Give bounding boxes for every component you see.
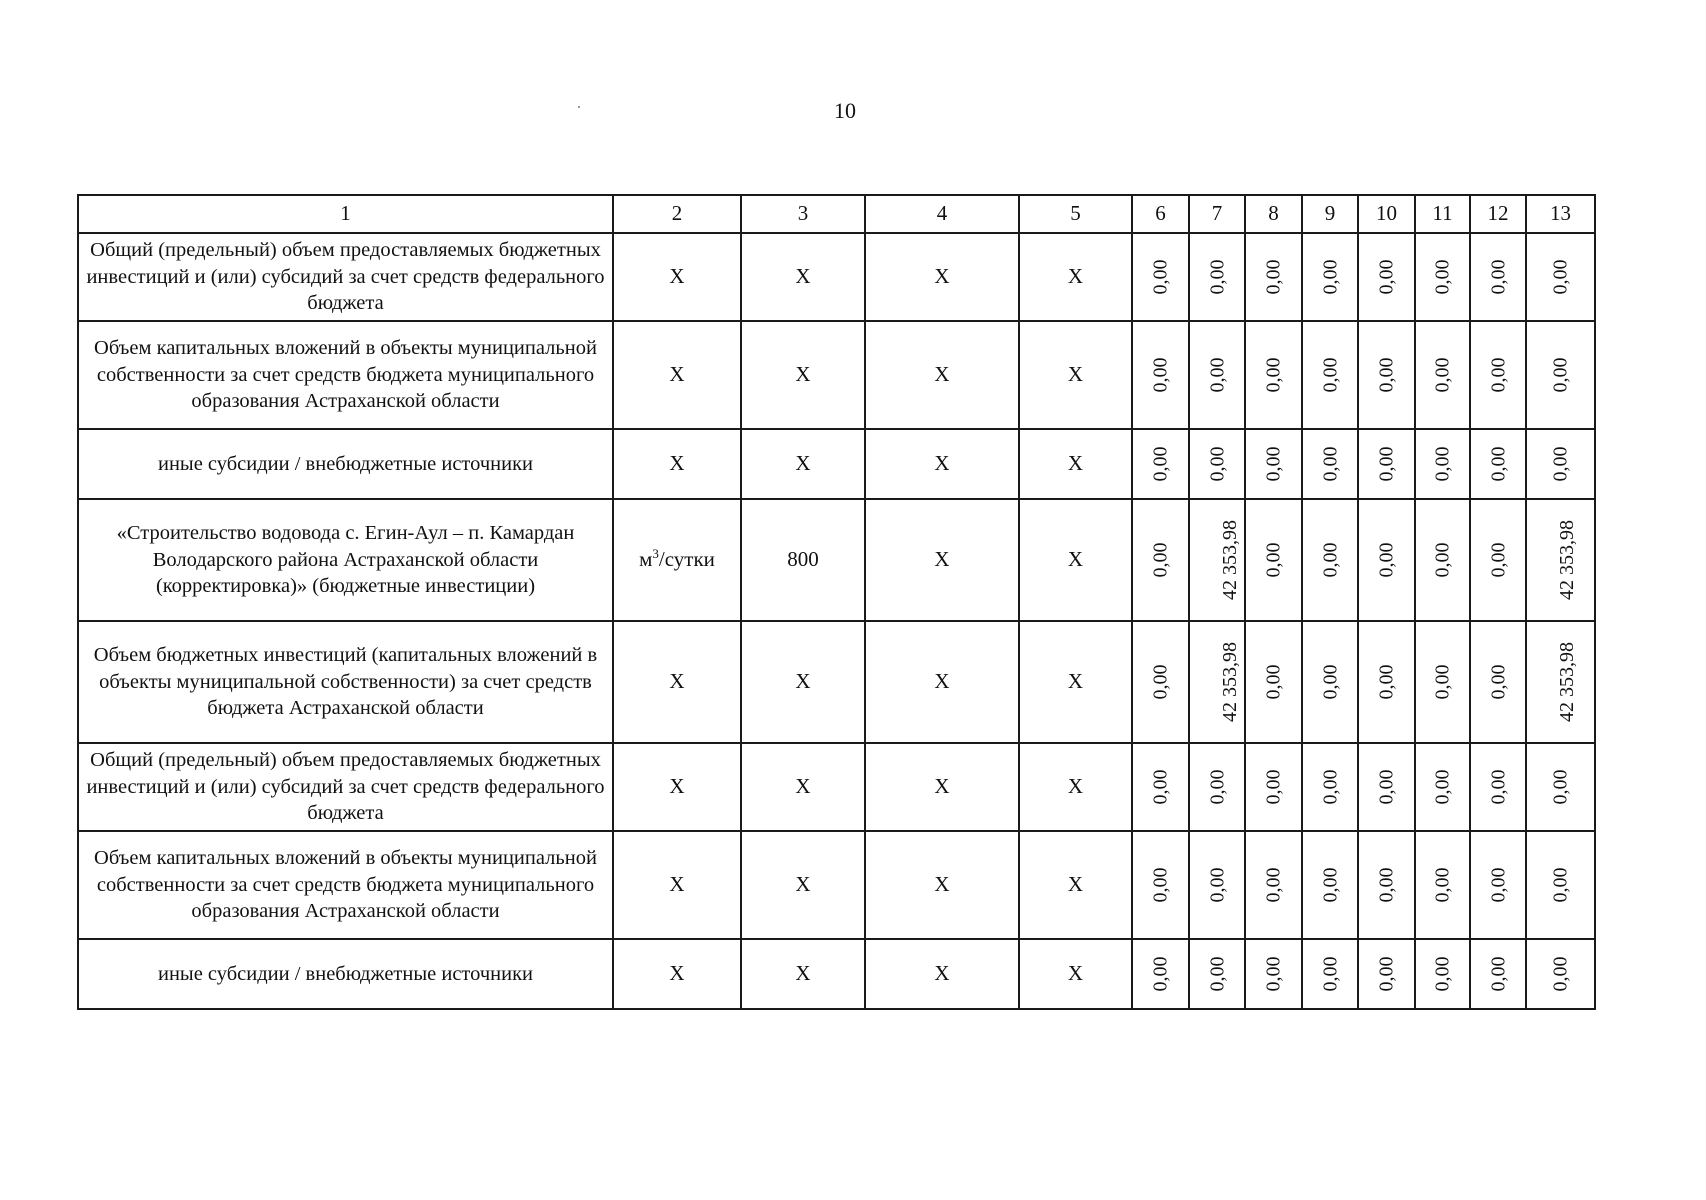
table-row xyxy=(78,831,1595,939)
cell-capacity: X xyxy=(741,621,865,743)
cell-col5: X xyxy=(1019,429,1132,499)
value-cell: 0,00 xyxy=(1245,621,1302,743)
value-cell: 42 353,98 xyxy=(1526,621,1595,743)
cell-col5: X xyxy=(1019,499,1132,621)
column-header: 12 xyxy=(1470,195,1526,233)
value-cell: 0,00 xyxy=(1302,499,1358,621)
table-row xyxy=(78,939,1595,1009)
value-cell: 0,00 xyxy=(1132,499,1189,621)
value-cell: 0,00 xyxy=(1245,429,1302,499)
value-cell: 0,00 xyxy=(1132,233,1189,321)
value-cell: 0,00 xyxy=(1132,743,1189,831)
value-cell: 0,00 xyxy=(1470,939,1526,1009)
column-header: 7 xyxy=(1189,195,1245,233)
column-header: 3 xyxy=(741,195,865,233)
value-cell: 0,00 xyxy=(1526,321,1595,429)
value-cell: 0,00 xyxy=(1415,429,1470,499)
value-cell: 0,00 xyxy=(1189,429,1245,499)
value-cell: 0,00 xyxy=(1302,321,1358,429)
row-label: Общий (предельный) объем предоставляемых бюджетных инвестиций и (или) субсидий за счет средств федерального бюджета xyxy=(78,743,613,831)
cell-unit: X xyxy=(613,429,741,499)
budget-table xyxy=(77,194,1596,1010)
value-cell: 42 353,98 xyxy=(1189,621,1245,743)
value-cell: 0,00 xyxy=(1302,831,1358,939)
cell-col5: X xyxy=(1019,743,1132,831)
value-cell: 0,00 xyxy=(1245,939,1302,1009)
cell-capacity: X xyxy=(741,831,865,939)
value-cell: 0,00 xyxy=(1189,939,1245,1009)
value-cell: 0,00 xyxy=(1470,743,1526,831)
cell-unit: X xyxy=(613,939,741,1009)
value-cell: 0,00 xyxy=(1526,233,1595,321)
table-row xyxy=(78,499,1595,621)
value-cell: 0,00 xyxy=(1245,499,1302,621)
value-cell: 0,00 xyxy=(1470,499,1526,621)
cell-col5: X xyxy=(1019,321,1132,429)
column-header: 9 xyxy=(1302,195,1358,233)
value-cell: 0,00 xyxy=(1415,743,1470,831)
value-cell: 0,00 xyxy=(1302,233,1358,321)
page-number: 10 xyxy=(834,98,856,123)
value-cell: 0,00 xyxy=(1415,499,1470,621)
value-cell: 0,00 xyxy=(1189,831,1245,939)
table-row xyxy=(78,743,1595,831)
cell-col4: X xyxy=(865,939,1019,1009)
value-cell: 0,00 xyxy=(1245,233,1302,321)
cell-capacity: X xyxy=(741,939,865,1009)
row-label: Объем бюджетных инвестиций (капитальных вложений в объекты муниципальной собственности) за счет средств бюджета Астраханской области xyxy=(78,621,613,743)
cell-col4: X xyxy=(865,621,1019,743)
cell-capacity: X xyxy=(741,321,865,429)
row-label: Общий (предельный) объем предоставляемых бюджетных инвестиций и (или) субсидий за счет средств федерального бюджета xyxy=(78,233,613,321)
value-cell: 0,00 xyxy=(1132,321,1189,429)
table-row xyxy=(78,621,1595,743)
column-header: 6 xyxy=(1132,195,1189,233)
value-cell: 0,00 xyxy=(1526,429,1595,499)
value-cell: 0,00 xyxy=(1132,621,1189,743)
cell-capacity: X xyxy=(741,233,865,321)
value-cell: 0,00 xyxy=(1526,939,1595,1009)
value-cell: 0,00 xyxy=(1470,233,1526,321)
value-cell: 0,00 xyxy=(1302,743,1358,831)
value-cell: 0,00 xyxy=(1470,429,1526,499)
cell-col4: X xyxy=(865,429,1019,499)
cell-col4: X xyxy=(865,321,1019,429)
cell-unit: $м^3$/сутки xyxy=(613,499,741,621)
value-cell: 42 353,98 xyxy=(1526,499,1595,621)
value-cell: 0,00 xyxy=(1358,429,1415,499)
value-cell: 0,00 xyxy=(1526,831,1595,939)
value-cell: 0,00 xyxy=(1415,939,1470,1009)
value-cell: 0,00 xyxy=(1415,831,1470,939)
cell-col4: X xyxy=(865,499,1019,621)
cell-col4: X xyxy=(865,233,1019,321)
value-cell: 0,00 xyxy=(1415,621,1470,743)
cell-capacity: X xyxy=(741,743,865,831)
column-header: 8 xyxy=(1245,195,1302,233)
value-cell: 0,00 xyxy=(1470,831,1526,939)
table-row xyxy=(78,321,1595,429)
column-header: 11 xyxy=(1415,195,1470,233)
value-cell: 0,00 xyxy=(1358,743,1415,831)
value-cell: 0,00 xyxy=(1302,939,1358,1009)
value-cell: 0,00 xyxy=(1415,233,1470,321)
value-cell: 0,00 xyxy=(1189,321,1245,429)
cell-unit: X xyxy=(613,321,741,429)
column-header: 2 xyxy=(613,195,741,233)
cell-col4: X xyxy=(865,743,1019,831)
table-row xyxy=(78,233,1595,321)
column-header: 10 xyxy=(1358,195,1415,233)
value-cell: 0,00 xyxy=(1358,621,1415,743)
column-header: 4 xyxy=(865,195,1019,233)
value-cell: 0,00 xyxy=(1358,233,1415,321)
table-row xyxy=(78,429,1595,499)
column-number-row xyxy=(78,195,1595,233)
value-cell: 0,00 xyxy=(1132,831,1189,939)
value-cell: 0,00 xyxy=(1415,321,1470,429)
value-cell: 0,00 xyxy=(1245,831,1302,939)
column-header: 13 xyxy=(1526,195,1595,233)
cell-unit: X xyxy=(613,233,741,321)
value-cell: 0,00 xyxy=(1302,621,1358,743)
cell-capacity: X xyxy=(741,429,865,499)
cell-unit: X xyxy=(613,743,741,831)
value-cell: 0,00 xyxy=(1526,743,1595,831)
scan-speck xyxy=(578,106,580,108)
value-cell: 0,00 xyxy=(1189,233,1245,321)
cell-col5: X xyxy=(1019,621,1132,743)
column-header: 1 xyxy=(78,195,613,233)
row-label: Объем капитальных вложений в объекты муниципальной собственности за счет средств бюджета муниципального образования Астраханской области xyxy=(78,831,613,939)
cell-col4: X xyxy=(865,831,1019,939)
cell-col5: X xyxy=(1019,831,1132,939)
value-cell: 0,00 xyxy=(1358,321,1415,429)
value-cell: 0,00 xyxy=(1132,939,1189,1009)
row-label: иные субсидии / внебюджетные источники xyxy=(78,939,613,1009)
value-cell: 0,00 xyxy=(1132,429,1189,499)
column-header: 5 xyxy=(1019,195,1132,233)
row-label: иные субсидии / внебюджетные источники xyxy=(78,429,613,499)
value-cell: 0,00 xyxy=(1302,429,1358,499)
cell-unit: X xyxy=(613,831,741,939)
value-cell: 42 353,98 xyxy=(1189,499,1245,621)
cell-unit: X xyxy=(613,621,741,743)
cell-col5: X xyxy=(1019,939,1132,1009)
row-label: Объем капитальных вложений в объекты муниципальной собственности за счет средств бюджета муниципального образования Астраханской области xyxy=(78,321,613,429)
value-cell: 0,00 xyxy=(1358,499,1415,621)
value-cell: 0,00 xyxy=(1358,831,1415,939)
value-cell: 0,00 xyxy=(1470,321,1526,429)
value-cell: 0,00 xyxy=(1470,621,1526,743)
value-cell: 0,00 xyxy=(1245,321,1302,429)
cell-capacity: 800 xyxy=(741,499,865,621)
row-label: «Строительство водовода с. Егин-Аул – п. Камардан Володарского района Астраханской области (корректировка)» (бюджетные инвестиции) xyxy=(78,499,613,621)
value-cell: 0,00 xyxy=(1358,939,1415,1009)
cell-col5: X xyxy=(1019,233,1132,321)
value-cell: 0,00 xyxy=(1189,743,1245,831)
value-cell: 0,00 xyxy=(1245,743,1302,831)
